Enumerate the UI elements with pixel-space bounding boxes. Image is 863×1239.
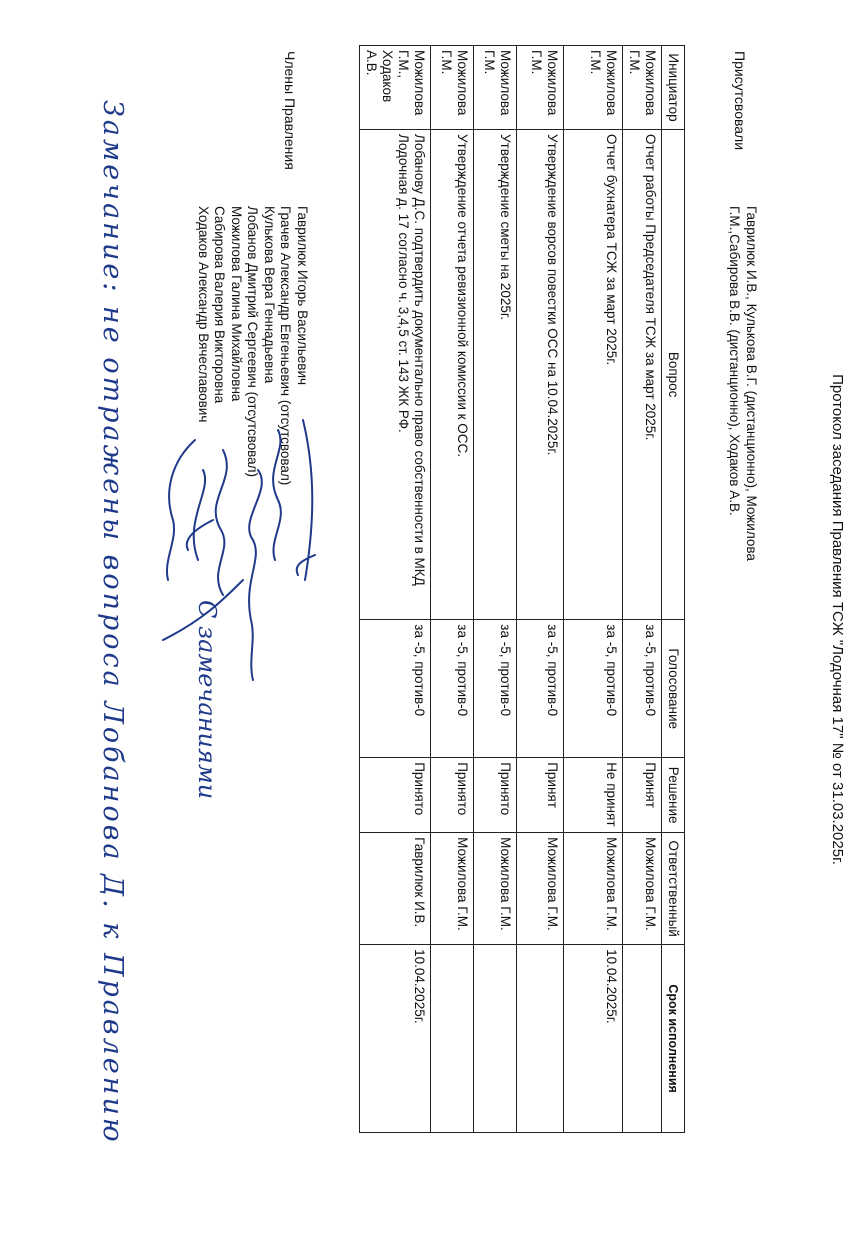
cell-decision: Принят [517,758,564,833]
cell-vote: за -5, против-0 [517,620,564,758]
cell-initiator: Можилова Г.М. [564,46,623,130]
cell-decision: Принято [431,758,474,833]
member-line: Грачев Александр Евгеньевич (отсутсвовал) [278,206,294,486]
cell-responsible: Можилова Г.М. [564,833,623,945]
cell-decision: Не принят [564,758,623,833]
cell-vote: за -5, против-0 [623,620,662,758]
cell-responsible: Гаврилюк И.В. [360,833,431,945]
cell-question: Утверждение отчета ревизионной комиссии к ОСС. [431,129,474,619]
handwritten-remarks: Замечание: не отражены вопроса Лобанова Д. к Правлению [97,100,128,1145]
signature-stroke [167,440,195,580]
board-members-label: Члены Правления [282,51,298,170]
cell-vote: за -5, против-0 [431,620,474,758]
attendance-line: Гаврилюк И.В., Кулькова В.Г. (дистанционно), Можилова [744,206,759,561]
column-header: Ответственный [662,833,685,945]
cell-question: Отчет работы Председателя ТСЖ за март 2025г. [623,129,662,619]
member-line: Можилова Галина Михайловна [229,206,244,402]
cell-responsible: Можилова Г.М. [474,833,517,945]
cell-decision: Принято [474,758,517,833]
column-header: Вопрос [662,129,685,619]
member-line: Гаврилюк Игорь Васильевич [295,206,310,386]
cell-responsible: Можилова Г.М. [431,833,474,945]
cell-vote: за -5, против-0 [564,620,623,758]
cell-decision: Принят [623,758,662,833]
signature-stroke [249,470,262,680]
cell-initiator: Можилова Г.М., Ходаков А.В. [360,46,431,130]
cell-vote: за -5, против-0 [474,620,517,758]
cell-initiator: Можилова Г.М. [623,46,662,130]
member-line: Лобанов Дмитрий Сергеевич (отсутсвовал) [245,206,261,478]
handwritten-note-with-remarks: С замечаниями [193,600,221,800]
cell-question: Утверждение ворсов повестки ОСС на 10.04.2025г. [517,129,564,619]
member-line: Ходаков Александр Вячеславович [196,206,211,423]
cell-question: Лобанову Д.С. подтвердить документально право собственности в МКД Лодочная д. 17 согласно ч. 3,4,5 ст. 143 ЖК РФ. [360,129,431,619]
member-line: Кулькова Вера Геннадьевна [262,206,277,384]
cell-vote: за -5, против-0 [360,620,431,758]
cell-responsible: Можилова Г.М. [517,833,564,945]
cell-question: Утверждение сметы на 2025г. [474,129,517,619]
cell-due: 10.04.2025г. [564,945,623,1133]
document-title: Протокол заседания Правления ТСЖ "Лодочная 17" № от 31.03.2025г. [829,374,846,865]
cell-responsible: Можилова Г.М. [623,833,662,945]
cell-initiator: Можилова Г.М. [517,46,564,130]
member-line: Сабирова Валерия Викторовна [212,206,228,404]
signature-stroke [273,430,281,560]
signature-stroke [216,450,227,595]
signature-stroke [187,470,213,560]
cell-decision: Принято [360,758,431,833]
attendance-line: Г.М.,Сабирова В.В. (дистанционно), Ходаков А.В. [727,206,742,516]
column-header: Инициатор [662,46,685,130]
column-header: Срок исполнения [662,945,685,1133]
cell-initiator: Можилова Г.М. [474,46,517,130]
column-header: Голосование [662,620,685,758]
cell-due: 10.04.2025г. [360,945,431,1133]
column-header: Решение [662,758,685,833]
signature-stroke [297,420,315,580]
cell-initiator: Можилова Г.М. [431,46,474,130]
attendance-label: Присутсвовали [732,51,748,151]
cell-question: Отчет бухнатера ТСЖ за март 2025г. [564,129,623,619]
